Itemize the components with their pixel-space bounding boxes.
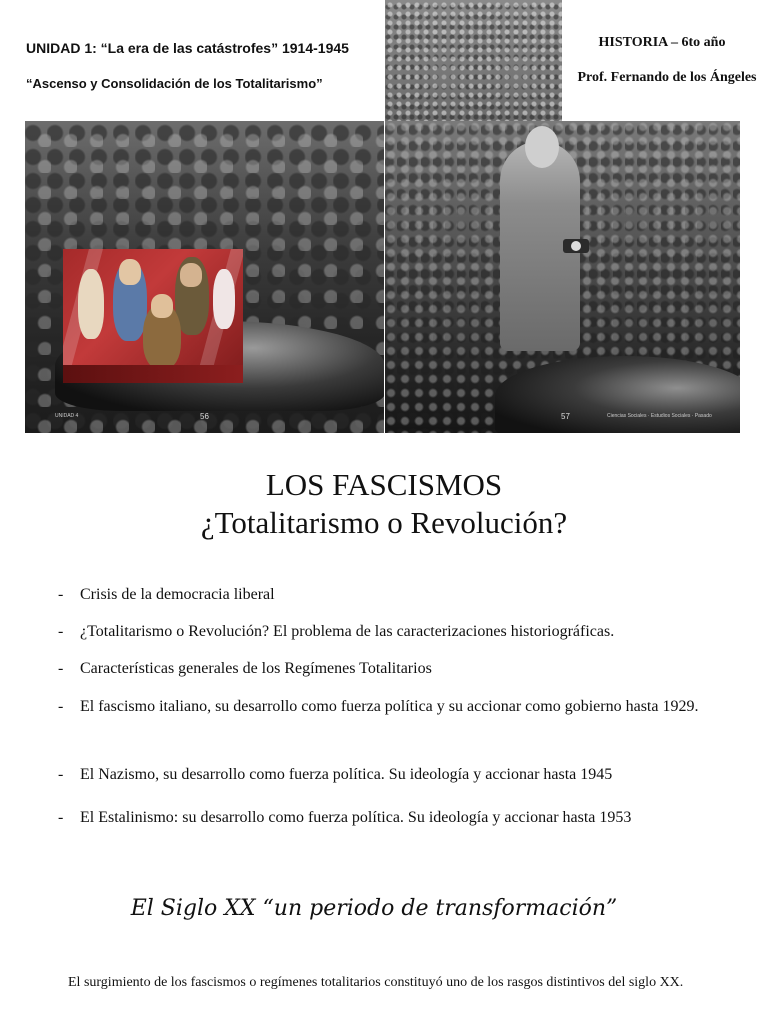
poster-figure-1 — [78, 269, 104, 339]
poster-bottom-band — [63, 365, 243, 383]
topic-item — [58, 803, 710, 833]
topic-item — [58, 580, 710, 610]
topic-text: ¿Totalitarismo o Revolución? El problema de las caracterizaciones historiográficas. — [80, 623, 615, 640]
poster-face-2 — [119, 259, 141, 285]
bullet-dash: - — [58, 660, 64, 677]
topic-text: Crisis de la democracia liberal — [80, 586, 275, 603]
poster-figure-5 — [213, 269, 235, 329]
topic-item — [58, 617, 710, 647]
bullet-dash: - — [58, 766, 64, 783]
topic-item — [58, 654, 710, 684]
topic-text: El Nazismo, su desarrollo como fuerza política. Su ideología y accionar hasta 1945 — [80, 766, 613, 783]
photo-caption-right: Ciencias Sociales · Estudios Sociales · Pasado — [607, 413, 712, 419]
bullet-dash: - — [58, 698, 64, 715]
bullet-dash: - — [58, 809, 64, 826]
page-number-left: 56 — [200, 412, 209, 421]
topic-text: El Estalinismo: su desarrollo como fuerza política. Su ideología y accionar hasta 1953 — [80, 809, 632, 826]
poster-face-3 — [180, 263, 202, 287]
unit-title: UNIDAD 1: “La era de las catástrofes” 1914-1945 — [26, 40, 349, 56]
topic-text: Características generales de los Regímenes Totalitarios — [80, 660, 432, 677]
unit-subtitle: “Ascenso y Consolidación de los Totalitarismo” — [26, 76, 323, 91]
section-heading: El Siglo XX “un periodo de transformación” — [130, 896, 618, 921]
main-subtitle: ¿Totalitarismo o Revolución? — [200, 505, 568, 540]
crowd-photo-top — [385, 0, 562, 125]
figure-head — [525, 126, 559, 168]
rally-photo-right — [385, 121, 740, 433]
topic-item — [58, 692, 710, 722]
bullet-dash: - — [58, 623, 64, 640]
course-label: HISTORIA – 6to año — [598, 35, 726, 50]
photo-caption-left: UNIDAD 4 — [55, 413, 79, 419]
bullet-dash: - — [58, 586, 64, 603]
dictators-poster-image — [63, 249, 243, 383]
topic-text: El fascismo italiano, su desarrollo como fuerza política y su accionar como gobierno hasta 1929. — [80, 698, 699, 715]
topic-item — [58, 760, 710, 790]
armband-icon — [563, 239, 589, 253]
professor-label: Prof. Fernando de los Ángeles — [577, 70, 757, 85]
page-number-right: 57 — [561, 412, 570, 421]
open-car-image — [495, 356, 740, 433]
poster-face-4 — [151, 294, 173, 318]
main-title: LOS FASCISMOS — [265, 467, 503, 502]
intro-paragraph: El surgimiento de los fascismos o regímenes totalitarios constituyó uno de los rasgos distintivos del siglo XX. — [68, 975, 684, 990]
